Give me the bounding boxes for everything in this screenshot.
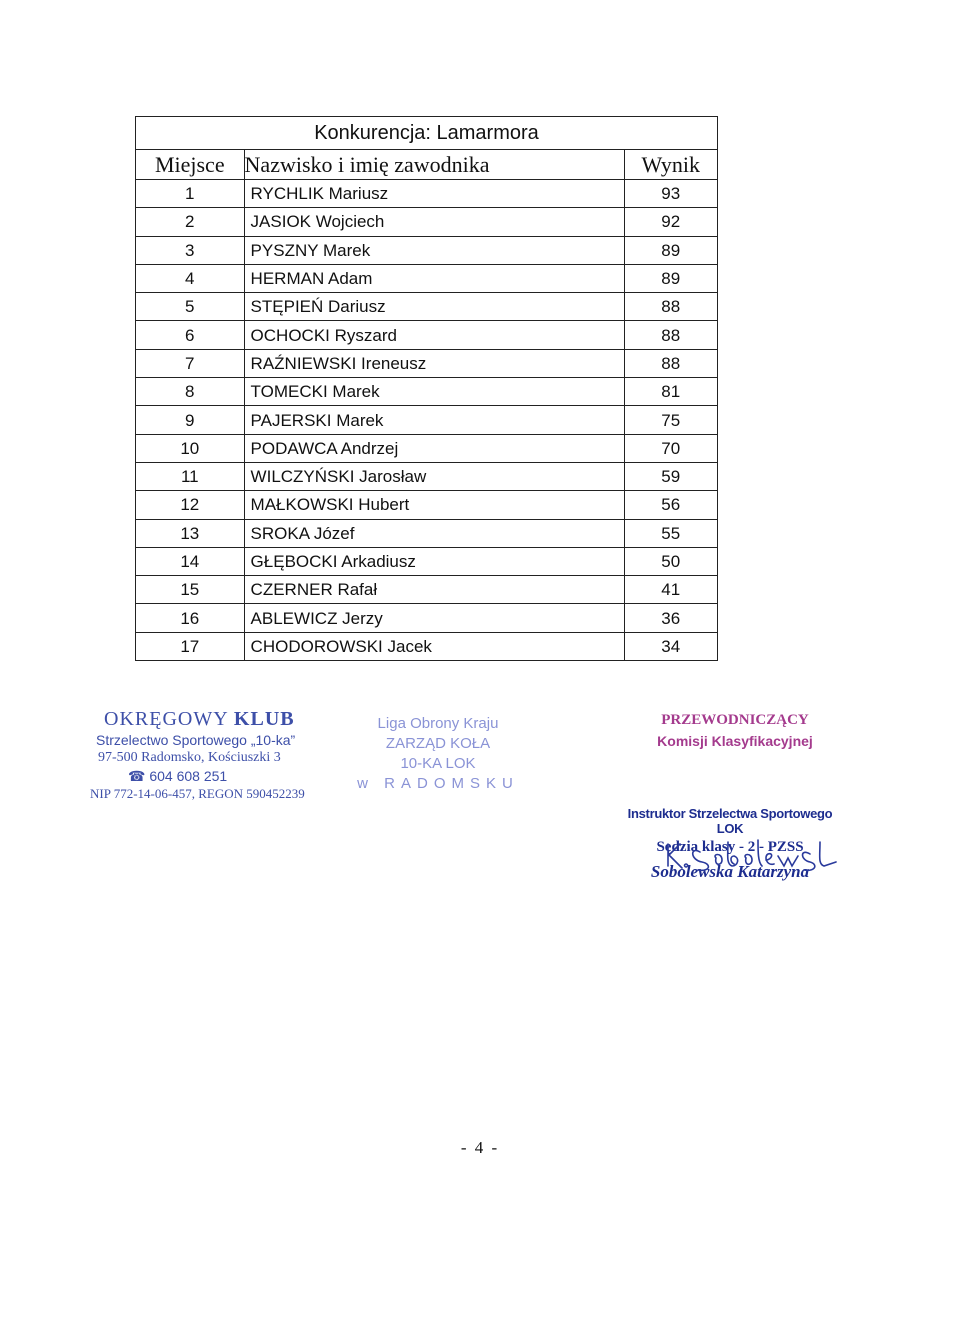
row-score: 93 (624, 180, 718, 208)
liga-stamp-line: Liga Obrony Kraju (377, 715, 499, 732)
liga-stamp-line: ZARZĄD KOŁA (385, 735, 491, 752)
row-place: 2 (136, 208, 245, 236)
row-score: 59 (624, 462, 718, 490)
row-name: TOMECKI Marek (244, 378, 624, 406)
row-score: 92 (624, 208, 718, 236)
row-place: 3 (136, 236, 245, 264)
row-score: 34 (624, 632, 718, 660)
club-stamp-phone: ☎ 604 608 251 (128, 768, 228, 784)
club-stamp-line: Strzelectwo Sportowego „10-ka” (96, 732, 296, 748)
row-place: 13 (136, 519, 245, 547)
table-row (136, 180, 718, 208)
row-place: 7 (136, 349, 245, 377)
handwritten-signature (660, 834, 840, 874)
chairman-title: PRZEWODNICZĄCY (661, 712, 809, 728)
row-place: 12 (136, 491, 245, 519)
club-stamp-nip: NIP 772-14-06-457, REGON 590452239 (90, 786, 305, 801)
row-name: PODAWCA Andrzej (244, 434, 624, 462)
row-place: 17 (136, 632, 245, 660)
table-row (136, 321, 718, 349)
row-place: 8 (136, 378, 245, 406)
row-score: 88 (624, 349, 718, 377)
row-name: PAJERSKI Marek (244, 406, 624, 434)
row-name: CZERNER Rafał (244, 576, 624, 604)
header-name: Nazwisko i imię zawodnika (244, 150, 624, 180)
liga-stamp-line: 10-KA LOK (400, 755, 476, 772)
table-row (136, 462, 718, 490)
row-score: 88 (624, 293, 718, 321)
row-name: RAŹNIEWSKI Ireneusz (244, 349, 624, 377)
table-row (136, 208, 718, 236)
row-place: 4 (136, 264, 245, 292)
row-score: 36 (624, 604, 718, 632)
row-name: PYSZNY Marek (244, 236, 624, 264)
table-row (136, 293, 718, 321)
row-name: CHODOROWSKI Jacek (244, 632, 624, 660)
row-name: STĘPIEŃ Dariusz (244, 293, 624, 321)
results-table (135, 116, 718, 661)
judge-name: Sobolewska Katarzyna (650, 862, 810, 881)
row-score: 75 (624, 406, 718, 434)
table-row (136, 434, 718, 462)
competition-title: Konkurencja: Lamarmora (136, 117, 718, 150)
row-name: JASIOK Wojciech (244, 208, 624, 236)
table-row (136, 236, 718, 264)
judge-title: Instruktor Strzelectwa Sportowego LOK (627, 806, 833, 836)
row-score: 55 (624, 519, 718, 547)
table-row (136, 378, 718, 406)
row-place: 6 (136, 321, 245, 349)
row-name: ABLEWICZ Jerzy (244, 604, 624, 632)
row-place: 16 (136, 604, 245, 632)
row-name: OCHOCKI Ryszard (244, 321, 624, 349)
row-score: 81 (624, 378, 718, 406)
row-place: 9 (136, 406, 245, 434)
row-place: 10 (136, 434, 245, 462)
table-row (136, 491, 718, 519)
row-name: SROKA Józef (244, 519, 624, 547)
table-header-row (136, 150, 718, 180)
row-name: RYCHLIK Mariusz (244, 180, 624, 208)
table-row (136, 604, 718, 632)
club-stamp-address: 97-500 Radomsko, Kościuszki 3 (98, 750, 281, 765)
table-row (136, 576, 718, 604)
page-number: - 4 - (460, 1138, 500, 1157)
row-name: GŁĘBOCKI Arkadiusz (244, 547, 624, 575)
header-score: Wynik (624, 150, 718, 180)
table-row (136, 547, 718, 575)
row-score: 50 (624, 547, 718, 575)
chairman-subtitle: Komisji Klasyfikacyjnej (657, 733, 813, 749)
row-name: HERMAN Adam (244, 264, 624, 292)
liga-stamp-line: w RADOMSKU (357, 775, 519, 792)
judge-class: Sędzia klasy - 2 - PZSS (656, 839, 804, 855)
row-place: 14 (136, 547, 245, 575)
row-score: 70 (624, 434, 718, 462)
liga-stamp (338, 714, 538, 794)
row-name: WILCZYŃSKI Jarosław (244, 462, 624, 490)
row-score: 89 (624, 264, 718, 292)
row-place: 15 (136, 576, 245, 604)
table-row (136, 349, 718, 377)
table-body (136, 180, 718, 661)
club-stamp-title: OKRĘGOWY KLUB (104, 708, 295, 730)
table-row (136, 264, 718, 292)
row-score: 56 (624, 491, 718, 519)
table-row (136, 519, 718, 547)
header-place: Miejsce (136, 150, 245, 180)
row-name: MAŁKOWSKI Hubert (244, 491, 624, 519)
table-row (136, 632, 718, 660)
chairman-stamp (630, 712, 840, 749)
row-place: 5 (136, 293, 245, 321)
row-score: 41 (624, 576, 718, 604)
row-score: 89 (624, 236, 718, 264)
row-place: 1 (136, 180, 245, 208)
table-row (136, 406, 718, 434)
row-score: 88 (624, 321, 718, 349)
club-stamp (90, 708, 330, 803)
row-place: 11 (136, 462, 245, 490)
